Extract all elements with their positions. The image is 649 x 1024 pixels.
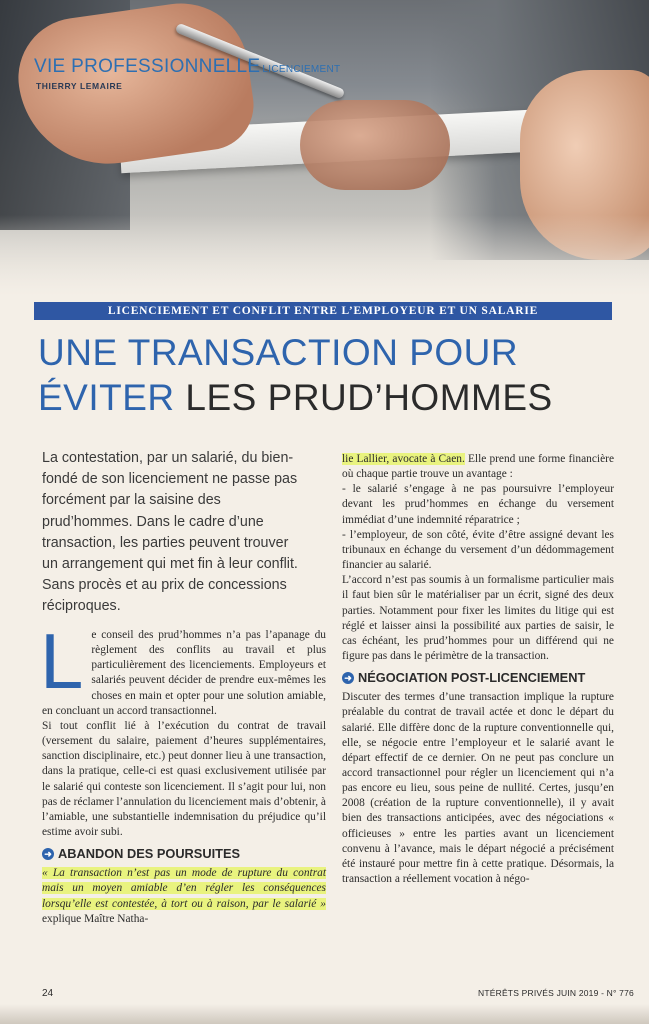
subheading: ➜ ABANDON DES POURSUITES [42,846,326,862]
paragraph: L’accord n’est pas soumis à un formalisme particulier mais il faut bien sûr le matérialiser par un écrit, signé des deux parties. Notamment pour fixer les limites du litige qui est réglé et laisser ainsi la possibilité aux parties de saisir, le cas échéant, les prud’hommes pour un différend qui ne figure pas dans le périmètre de la transaction. [342,574,614,663]
arrow-circle-icon: ➜ [42,848,54,860]
headline-emphasis: ÉVITER [38,377,175,418]
highlighted-quote: « La transaction n’est pas un mode de rupture du contrat mais un moyen amiable d’en régler les conséquences lorsqu’elle est contestée, à tort ou à raison, par le salarié » [42,867,326,910]
headline-line-1: UNE TRANSACTION POUR [38,332,519,373]
drop-cap: L [40,617,84,705]
section-rubric [34,56,340,78]
headline-line-2 [38,375,618,420]
left-column [40,617,326,927]
photo-fade [0,215,649,305]
author-name: THIERRY LEMAIRE [36,81,123,91]
highlighted-text: lie Lallier, avocate à Caen. [342,453,465,465]
paragraph: lie Lallier, avocate à Caen. Elle prend une forme financière où chaque partie trouve un avantage : [342,453,614,481]
rubric-main: VIE PROFESSIONNELLE [34,56,261,77]
paragraph: Le conseil des prud’hommes n’a pas l’apanage du règlement des conflits au travail et plus particulièrement des licenciements. Employeurs et salariés peuvent décider de prendre eux-mêmes les choses en main et opter pour une solution amiable, en concluant un accord transactionnel. [40,617,326,717]
kicker-banner: LICENCIEMENT ET CONFLIT ENTRE L’EMPLOYEUR ET UN SALARIE [34,302,612,320]
paragraph: « La transaction n’est pas un mode de rupture du contrat mais un moyen amiable d’en régler les conséquences lorsqu’elle est contestée, à tort ou à raison, par le salarié » explique Maître Natha- [42,867,326,925]
page-edge-shade [0,1004,649,1024]
magazine-footer: NTÉRÊTS PRIVÉS JUIN 2019 - N° 776 [478,988,634,998]
lead-paragraph: La contestation, par un salarié, du bien-fondé de son licenciement ne passe pas forcément par la saisine des prud’hommes. Dans le cadre d’une transaction, les parties peuvent trouver un arrangement qui met fin à leur conflit. Sans procès et au prix de concessions réciproques. [42,450,298,615]
arrow-circle-icon: ➜ [342,672,354,684]
rubric-sub: LICENCIEMENT [262,64,341,75]
page-number: 24 [42,988,54,999]
paragraph: Discuter des termes d’une transaction implique la rupture préalable du contrat de travail actée et donc le départ du salarié. Elle diffère donc de la rupture conventionnelle qui, elle, se négocie entre l’employeur et le salarié avant le départ effectif de ce dernier. On ne peut pas conclure un accord transactionnel pour régler un licenciement qui n’a pas encore eu lieu, sous peine de nullité. Certes, jusqu’en 2008 (création de la rupture conventionnelle), il y avait bien des transactions anticipées, avec des négociations « officieuses » entre les parties avant un licenciement convenu à l’avance, mais le départ négocié a précisément été instauré pour mettre fin à cette pratique. Désormais, la transaction a réellement vocation à négo- [342,691,614,886]
headline-rest: LES PRUD’HOMMES [174,377,553,418]
photo-hand [300,100,450,190]
list-item: - le salarié s’engage à ne pas poursuivre l’employeur devant les prud’hommes en échange du versement immédiat d’une indemnité réparatrice ; [342,483,614,526]
subheading: ➜ NÉGOCIATION POST-LICENCIEMENT [342,670,614,686]
list-item: - l’employeur, de son côté, évite d’être assigné devant les tribunaux en échange du versement d’un dédommagement financier au salarié. [342,528,614,572]
right-column [342,452,614,887]
headline [38,330,618,420]
paragraph: Si tout conflit lié à l’exécution du contrat de travail (versement du salaire, paiement d’heures supplémentaires, sanction disciplinaire, etc.) peut donner lieu à une transaction, dans la pratique, celle-ci est quasi exclusivement utilisée par le salarié qui conteste son licenciement. Il s’agit pour lui, non pas de réclamer l’annulation du licenciement mais d’obtenir, à l’amiable, une substantielle indemnisation du préjudice qu’il estime avoir subi. [42,719,326,839]
header-photo [0,0,649,305]
